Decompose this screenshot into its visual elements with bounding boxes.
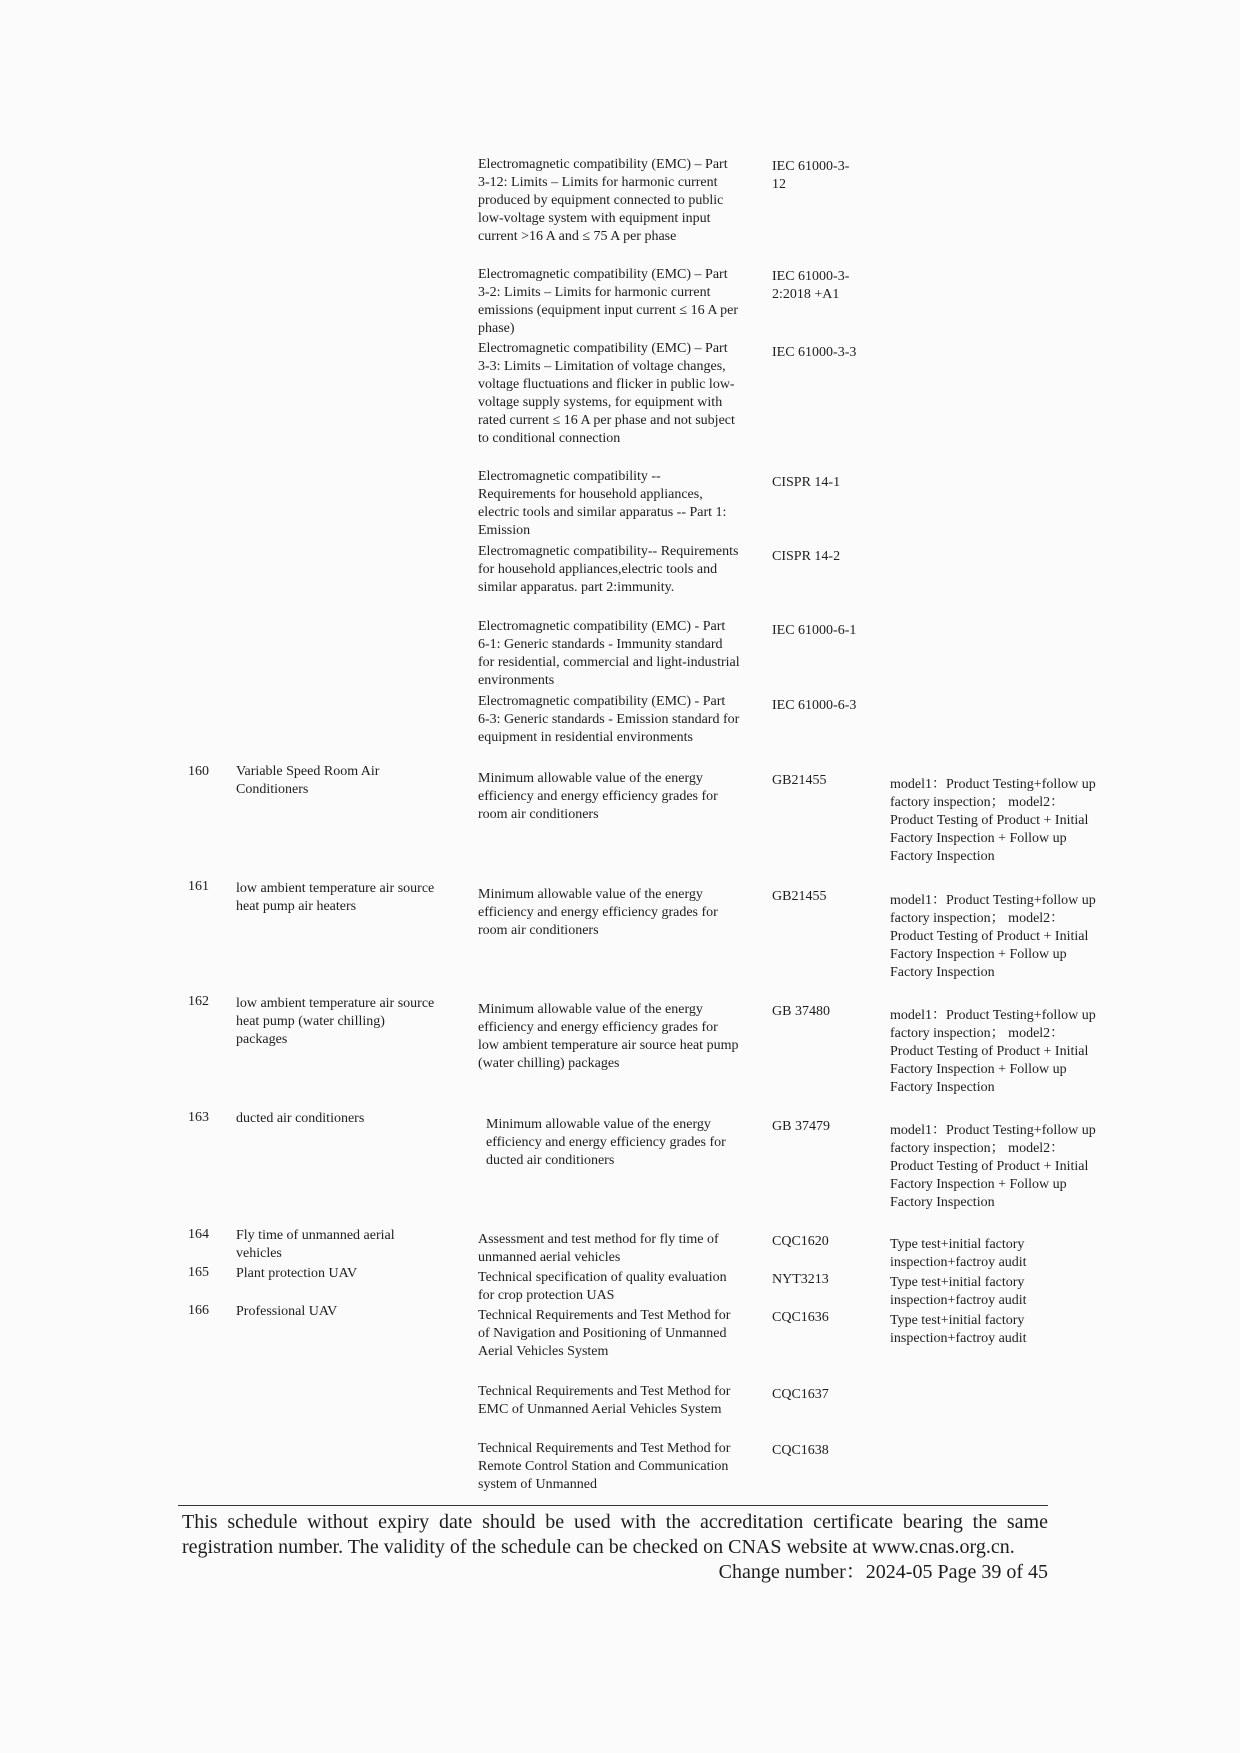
emc-standard-6: IEC 61000-6-1 [772, 623, 857, 638]
footer-divider [178, 1505, 1048, 1506]
emc-standard-5: CISPR 14-2 [772, 549, 841, 564]
row-164-title: Assessment and test method for fly time of unmanned aerial vehicles [478, 1232, 719, 1265]
row-160-cert: model1：Product Testing+follow up factory inspection； model2：Product Testing of Product + Initial Factory Inspection + Follow up Factory Inspection [890, 777, 1096, 864]
row-166-no: 166 [188, 1303, 209, 1318]
emc-standard-1: IEC 61000-3-12 [772, 159, 850, 192]
row-166-cert: Type test+initial factory inspection+factroy audit [890, 1313, 1027, 1346]
uav-title-2: Technical Requirements and Test Method for Remote Control Station and Communication system of Unmanned [478, 1441, 731, 1492]
row-161-standard: GB21455 [772, 889, 827, 904]
emc-title-1: Electromagnetic compatibility (EMC) – Part 3-12: Limits – Limits for harmonic current produced by equipment connected to public low-voltage system with equipment input current >16 A and ≤ 75 A per phase [478, 157, 728, 244]
row-166-title: Technical Requirements and Test Method for of Navigation and Positioning of Unmanned Aerial Vehicles System [478, 1308, 731, 1359]
row-161-cert: model1：Product Testing+follow up factory inspection； model2：Product Testing of Product + Initial Factory Inspection + Follow up Factory Inspection [890, 893, 1096, 980]
row-165-no: 165 [188, 1265, 209, 1280]
row-162-standard: GB 37480 [772, 1004, 830, 1019]
row-165-title: Technical specification of quality evaluation for crop protection UAS [478, 1270, 727, 1303]
uav-standard-2: CQC1638 [772, 1443, 829, 1458]
change-number: Change number：2024-05 Page 39 of 45 [718, 1561, 1048, 1583]
emc-standard-7: IEC 61000-6-3 [772, 698, 857, 713]
row-166-product: Professional UAV [236, 1304, 338, 1319]
row-164-no: 164 [188, 1227, 209, 1242]
row-164-cert: Type test+initial factory inspection+factroy audit [890, 1237, 1027, 1270]
row-160-no: 160 [188, 764, 209, 779]
row-162-product: low ambient temperature air source heat pump (water chilling) packages [236, 996, 435, 1047]
row-163-cert: model1：Product Testing+follow up factory inspection； model2：Product Testing of Product + Initial Factory Inspection + Follow up Factory Inspection [890, 1123, 1096, 1210]
row-162-cert: model1：Product Testing+follow up factory inspection； model2：Product Testing of Product + Initial Factory Inspection + Follow up Factory Inspection [890, 1008, 1096, 1095]
emc-title-3: Electromagnetic compatibility (EMC) – Part 3-3: Limits – Limitation of voltage changes, voltage fluctuations and flicker in public low-voltage supply systems, for equipment with rated current ≤ 16 A per phase and not subject to conditional connection [478, 341, 735, 446]
row-164-standard: CQC1620 [772, 1234, 829, 1249]
row-160-standard: GB21455 [772, 773, 827, 788]
emc-title-2: Electromagnetic compatibility (EMC) – Part 3-2: Limits – Limits for harmonic current emissions (equipment input current ≤ 16 A per phase) [478, 267, 739, 336]
row-162-no: 162 [188, 994, 209, 1009]
uav-title-1: Technical Requirements and Test Method for EMC of Unmanned Aerial Vehicles System [478, 1384, 731, 1417]
row-165-cert: Type test+initial factory inspection+factroy audit [890, 1275, 1027, 1308]
row-163-standard: GB 37479 [772, 1119, 830, 1134]
row-166-standard: CQC1636 [772, 1310, 829, 1325]
footer [182, 1510, 1048, 1583]
row-163-title: Minimum allowable value of the energy efficiency and energy efficiency grades for ducted air conditioners [486, 1117, 726, 1168]
emc-title-7: Electromagnetic compatibility (EMC) - Part 6-3: Generic standards - Emission standard for equipment in residential environments [478, 694, 740, 745]
row-160-title: Minimum allowable value of the energy efficiency and energy efficiency grades for room air conditioners [478, 771, 718, 822]
emc-title-6: Electromagnetic compatibility (EMC) - Part 6-1: Generic standards - Immunity standard for residential, commercial and light-industrial environments [478, 619, 740, 688]
row-163-product: ducted air conditioners [236, 1111, 365, 1126]
row-162-title: Minimum allowable value of the energy efficiency and energy efficiency grades for low ambient temperature air source heat pump (water chilling) packages [478, 1002, 739, 1071]
footer-note: This schedule without expiry date should be used with the accreditation certificate bearing the same registration number. The validity of the schedule can be checked on CNAS website at www.cnas.org.cn. [182, 1511, 1048, 1558]
row-161-title: Minimum allowable value of the energy efficiency and energy efficiency grades for room air conditioners [478, 887, 718, 938]
emc-standard-2: IEC 61000-3-2:2018 +A1 [772, 269, 850, 302]
row-165-product: Plant protection UAV [236, 1266, 358, 1281]
emc-standard-4: CISPR 14-1 [772, 475, 841, 490]
emc-standard-3: IEC 61000-3-3 [772, 345, 857, 360]
emc-title-4: Electromagnetic compatibility -- Requirements for household appliances, electric tools and similar apparatus -- Part 1: Emission [478, 469, 727, 538]
row-165-standard: NYT3213 [772, 1272, 829, 1287]
row-164-product: Fly time of unmanned aerial vehicles [236, 1228, 395, 1261]
uav-standard-1: CQC1637 [772, 1387, 829, 1402]
emc-title-5: Electromagnetic compatibility-- Requirements for household appliances,electric tools and similar apparatus. part 2:immunity. [478, 544, 739, 595]
row-161-no: 161 [188, 879, 209, 894]
row-161-product: low ambient temperature air source heat pump air heaters [236, 881, 435, 914]
row-160-product: Variable Speed Room Air Conditioners [236, 764, 380, 797]
row-163-no: 163 [188, 1110, 209, 1125]
